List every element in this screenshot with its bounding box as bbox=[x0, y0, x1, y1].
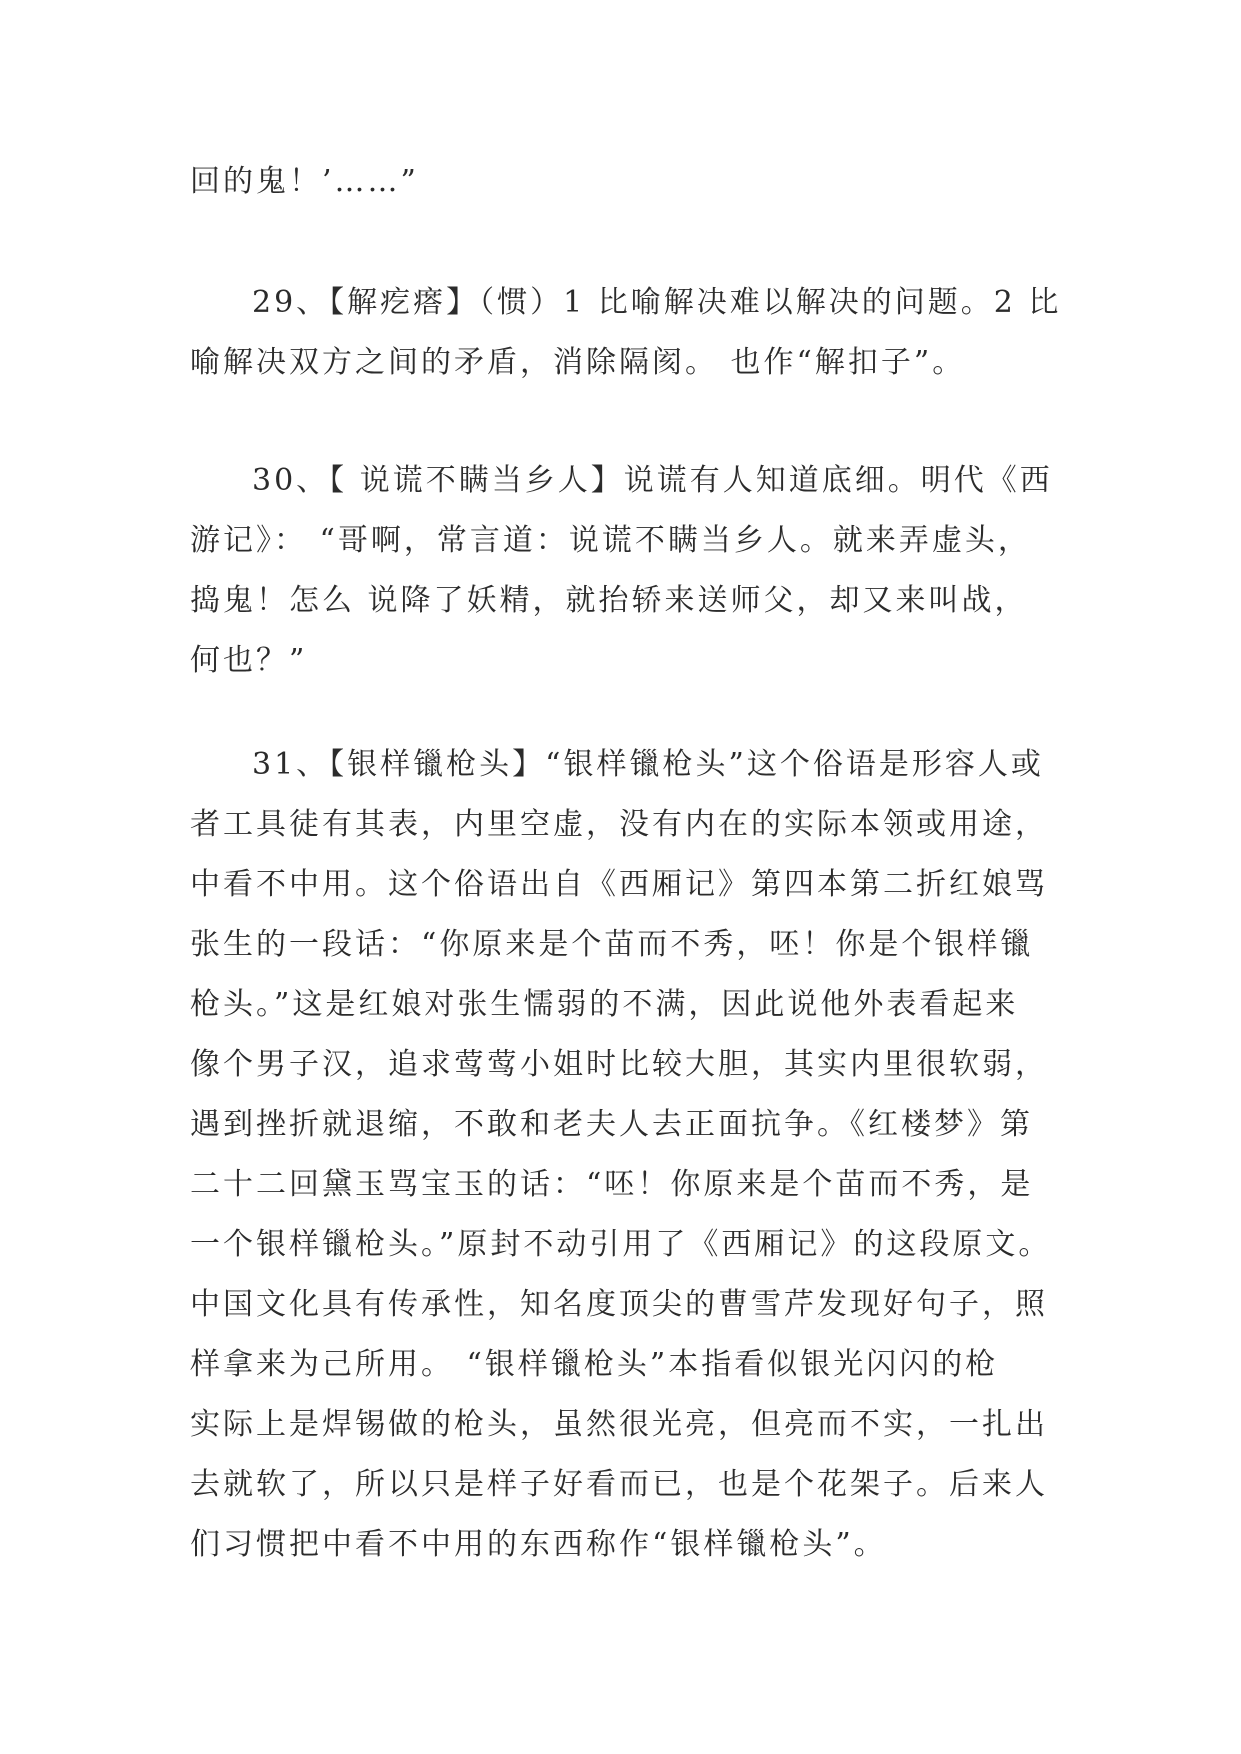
paragraph-entry-31 bbox=[190, 735, 1050, 1575]
text-line: 喻解决双方之间的矛盾，消除隔阂。 也作“解扣子”。 bbox=[190, 345, 966, 380]
text-line: 中国文化具有传承性，知名度顶尖的曹雪芹发现好句子，照 bbox=[190, 1287, 1048, 1322]
text-line: 回的鬼！’……” bbox=[190, 164, 419, 199]
paragraph-entry-29 bbox=[190, 273, 1062, 393]
text-line: 样拿来为己所用。 “银样镴枪头”本指看似银光闪闪的枪 bbox=[190, 1347, 999, 1382]
text-line: 实际上是焊锡做的枪头，虽然很光亮，但亮而不实，一扎出 bbox=[190, 1407, 1048, 1442]
text-line: 们习惯把中看不中用的东西称作“银样镴枪头”。 bbox=[190, 1527, 887, 1562]
paragraph-entry-30 bbox=[190, 451, 1053, 691]
text-line: 去就软了，所以只是样子好看而已，也是个花架子。后来人 bbox=[190, 1467, 1048, 1502]
text-line: 29、【解疙瘩】（惯）1 比喻解决难以解决的问题。2 比 bbox=[252, 285, 1062, 320]
text-line: 捣鬼！怎么 说降了妖精，就抬轿来送师父，却又来叫战， bbox=[190, 583, 1028, 618]
text-line: 一个银样镴枪头。”原封不动引用了《西厢记》的这段原文。 bbox=[190, 1227, 1052, 1262]
text-line: 30、【 说谎不瞒当乡人】说谎有人知道底细。明代《西 bbox=[252, 463, 1053, 498]
paragraph-continuation bbox=[190, 152, 1050, 212]
text-line: 遇到挫折就退缩，不敢和老夫人去正面抗争。《红楼梦》第 bbox=[190, 1107, 1033, 1142]
text-line: 二十二回黛玉骂宝玉的话：“呸！你原来是个苗而不秀，是 bbox=[190, 1167, 1034, 1202]
text-line: 31、【银样镴枪头】“银样镴枪头”这个俗语是形容人或 bbox=[252, 747, 1044, 782]
text-line: 像个男子汉，追求莺莺小姐时比较大胆，其实内里很软弱， bbox=[190, 1047, 1048, 1082]
text-line: 枪头。”这是红娘对张生懦弱的不满，因此说他外表看起来 bbox=[190, 987, 1019, 1022]
text-line: 中看不中用。这个俗语出自《西厢记》第四本第二折红娘骂 bbox=[190, 867, 1048, 902]
text-line: 何也？” bbox=[190, 643, 308, 678]
text-line: 游记》： “哥啊，常言道：说谎不瞒当乡人。就来弄虚头， bbox=[190, 523, 1031, 558]
text-line: 张生的一段话：“你原来是个苗而不秀，呸！你是个银样镴 bbox=[190, 927, 1034, 962]
text-line: 者工具徒有其表，内里空虚，没有内在的实际本领或用途， bbox=[190, 807, 1048, 842]
